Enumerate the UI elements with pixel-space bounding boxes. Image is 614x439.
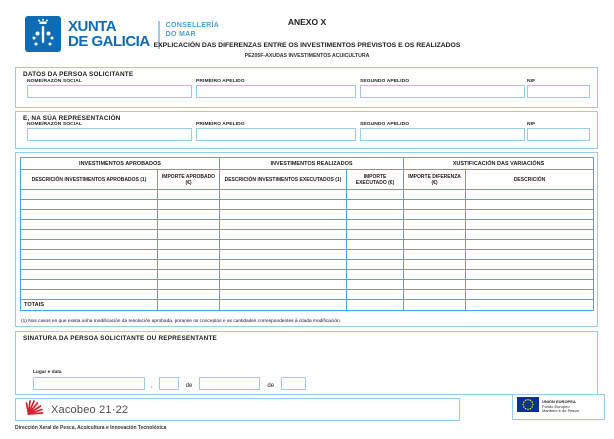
table-cell[interactable] [347,200,404,210]
field-label: PRIMEIRO APELIDO [196,122,245,127]
form-title: EXPLICACIÓN DAS DIFERENZAS ENTRE OS INVESTIMENTOS PREVISTOS E OS REALIZADOS [153,42,461,49]
table-cell[interactable] [21,210,158,220]
section-applicant [15,67,598,108]
applicant-nif-input[interactable] [527,85,590,98]
field-representative-first-surname [196,122,356,141]
table-cell[interactable] [158,220,220,230]
empty-rows [21,190,594,300]
table-cell[interactable] [220,290,347,300]
table-row [21,210,594,220]
table-cell[interactable] [466,220,594,230]
table-cell[interactable] [158,290,220,300]
field-label: NIF [527,79,536,84]
applicant-first-surname-input[interactable] [196,85,356,98]
table-cell[interactable] [466,230,594,240]
table-cell[interactable] [158,190,220,200]
section-signature [15,331,598,395]
day-input[interactable] [159,377,179,390]
table-cell[interactable] [404,260,466,270]
de-separator-1: de [185,383,193,389]
annex-title: ANEXO X [287,17,327,27]
table-cell[interactable] [404,210,466,220]
field-representative-second-surname [360,122,525,141]
table-cell[interactable] [158,230,220,240]
field-label: NOME/RAZÓN SOCIAL [27,122,82,127]
table-cell[interactable] [220,270,347,280]
field-representative-name [27,122,192,141]
table-cell[interactable] [347,240,404,250]
xacobeo-label: Xacobeo 21·22 [51,403,129,416]
col-amount-executed: IMPORTE EXECUTADO (€) [347,170,404,190]
xacobeo-shell-icon [25,399,44,421]
table-row [21,270,594,280]
table-row [21,280,594,290]
table-cell[interactable] [466,210,594,220]
table-row [21,260,594,270]
brand-line-1: XUNTA [68,18,117,35]
investments-table [20,157,594,311]
table-cell[interactable] [404,230,466,240]
table-cell[interactable] [404,250,466,260]
table-cell[interactable] [404,290,466,300]
section-investments [15,152,598,327]
table-cell[interactable] [466,280,594,290]
table-cell[interactable] [21,290,158,300]
table-row [21,250,594,260]
totals-difference-cell[interactable] [404,300,466,311]
group-realized: INVESTIMENTOS REALIZADOS [220,158,404,170]
table-group-header-row [21,158,594,170]
table-cell[interactable] [347,290,404,300]
comma-separator: , [151,383,153,389]
table-column-header-row [21,170,594,190]
table-cell[interactable] [21,250,158,260]
table-row [21,220,594,230]
totals-description-cell[interactable] [466,300,594,311]
table-cell[interactable] [220,280,347,290]
table-cell[interactable] [21,220,158,230]
place-input[interactable] [33,377,145,390]
table-cell[interactable] [220,250,347,260]
table-cell[interactable] [220,200,347,210]
table-cell[interactable] [158,280,220,290]
representative-second-surname-input[interactable] [360,128,525,141]
table-cell[interactable] [220,240,347,250]
table-cell[interactable] [347,220,404,230]
department-line-1: CONSELLERÍA [165,22,220,29]
table-cell[interactable] [347,190,404,200]
eu-text-line-2: Fondo Europeo [542,403,570,409]
table-cell[interactable] [404,220,466,230]
totals-approved-cell[interactable] [158,300,220,311]
table-footnote: (1) Nos casos en que exista unha modificación da resolución aprobada, poranse os conceptos e as cantidades correspondentes á citada modificación. [21,319,341,324]
totals-row [21,300,594,311]
representative-name-input[interactable] [27,128,192,141]
table-cell[interactable] [466,190,594,200]
table-cell[interactable] [466,240,594,250]
table-cell[interactable] [220,230,347,240]
col-amount-difference: IMPORTE DIFERENZA (€) [404,170,466,190]
table-cell[interactable] [158,200,220,210]
table-cell[interactable] [404,280,466,290]
section-representative [15,111,598,149]
table-cell[interactable] [21,240,158,250]
eu-funding-box [512,394,605,420]
table-cell[interactable] [21,200,158,210]
field-applicant-nif [527,79,590,98]
table-cell[interactable] [21,260,158,270]
xacobeo-banner [15,398,460,421]
table-cell[interactable] [466,270,594,280]
field-applicant-first-surname [196,79,356,98]
table-row [21,240,594,250]
department-line-2: DO MAR [165,31,196,38]
table-cell[interactable] [21,270,158,280]
section-applicant-title: DATOS DA PERSOA SOLICITANTE [23,71,134,78]
group-justification: XUSTIFICACIÓN DAS VARIACIÓNS [404,158,594,170]
table-cell[interactable] [220,190,347,200]
table-cell[interactable] [466,260,594,270]
representative-nif-input[interactable] [527,128,590,141]
table-row [21,290,594,300]
table-row [21,230,594,240]
footer-department: Dirección Xeral de Pesca, Acuicultura e Innovación Tecnolóxica [15,425,167,431]
applicant-second-surname-input[interactable] [360,85,525,98]
table-cell[interactable] [466,290,594,300]
month-input[interactable] [199,377,260,390]
table-cell[interactable] [21,230,158,240]
table-cell[interactable] [347,280,404,290]
applicant-name-input[interactable] [27,85,192,98]
field-label: NIF [527,122,536,127]
col-description: DESCRICIÓN [466,170,594,190]
col-desc-approved: DESCRICIÓN INVESTIMENTOS APROBADOS (1) [21,170,158,190]
table-cell[interactable] [466,250,594,260]
field-applicant-name [27,79,192,98]
field-applicant-second-surname [360,79,525,98]
brand-line-2: DE GALICIA [68,33,150,50]
totals-desc-cell[interactable] [220,300,347,311]
table-row [21,190,594,200]
group-approved: INVESTIMENTOS APROBADOS [21,158,220,170]
eu-funding-text [542,400,579,414]
table-cell[interactable] [347,230,404,240]
table-cell[interactable] [404,200,466,210]
section-representative-title: E, NA SÚA REPRESENTACIÓN [23,115,121,122]
table-cell[interactable] [158,270,220,280]
table-cell[interactable] [158,250,220,260]
de-separator-2: de [267,383,275,389]
table-cell[interactable] [158,210,220,220]
year-input[interactable] [281,377,306,390]
eu-text-line-3: Marítimo e de Pesca [542,408,579,414]
eu-text-line-1: UNIÓN EUROPEA [542,399,576,405]
place-date-label: Lugar e data [33,370,62,375]
table-cell[interactable] [220,260,347,270]
representative-first-surname-input[interactable] [196,128,356,141]
table-cell[interactable] [347,270,404,280]
table-row [21,200,594,210]
table-cell[interactable] [21,280,158,290]
totals-label: TOTAIS [21,300,158,311]
table-cell[interactable] [347,210,404,220]
table-cell[interactable] [466,200,594,210]
table-cell[interactable] [158,240,220,250]
field-label: NOME/RAZÓN SOCIAL [27,79,82,84]
field-label: SEGUNDO APELIDO [360,79,410,84]
table-cell[interactable] [404,190,466,200]
table-cell[interactable] [220,210,347,220]
section-signature-title: SINATURA DA PERSOA SOLICITANTE OU REPRESENTANTE [23,335,218,342]
table-cell[interactable] [220,220,347,230]
table-cell[interactable] [158,260,220,270]
totals-executed-cell[interactable] [347,300,404,311]
field-label: PRIMEIRO APELIDO [196,79,245,84]
table-cell[interactable] [347,260,404,270]
col-amount-approved: IMPORTE APROBADO (€) [158,170,220,190]
place-date-row [33,377,306,390]
eu-flag-icon [517,397,539,417]
form-subtitle: PE205F-AXUDAS INVESTIMENTOS ACUICULTURA [244,53,370,59]
field-representative-nif [527,122,590,141]
table-cell[interactable] [21,190,158,200]
field-label: SEGUNDO APELIDO [360,122,410,127]
table-cell[interactable] [347,250,404,260]
table-cell[interactable] [404,240,466,250]
col-desc-executed: DESCRICIÓN INVESTIMENTOS EXECUTADOS (1) [220,170,347,190]
table-cell[interactable] [404,270,466,280]
